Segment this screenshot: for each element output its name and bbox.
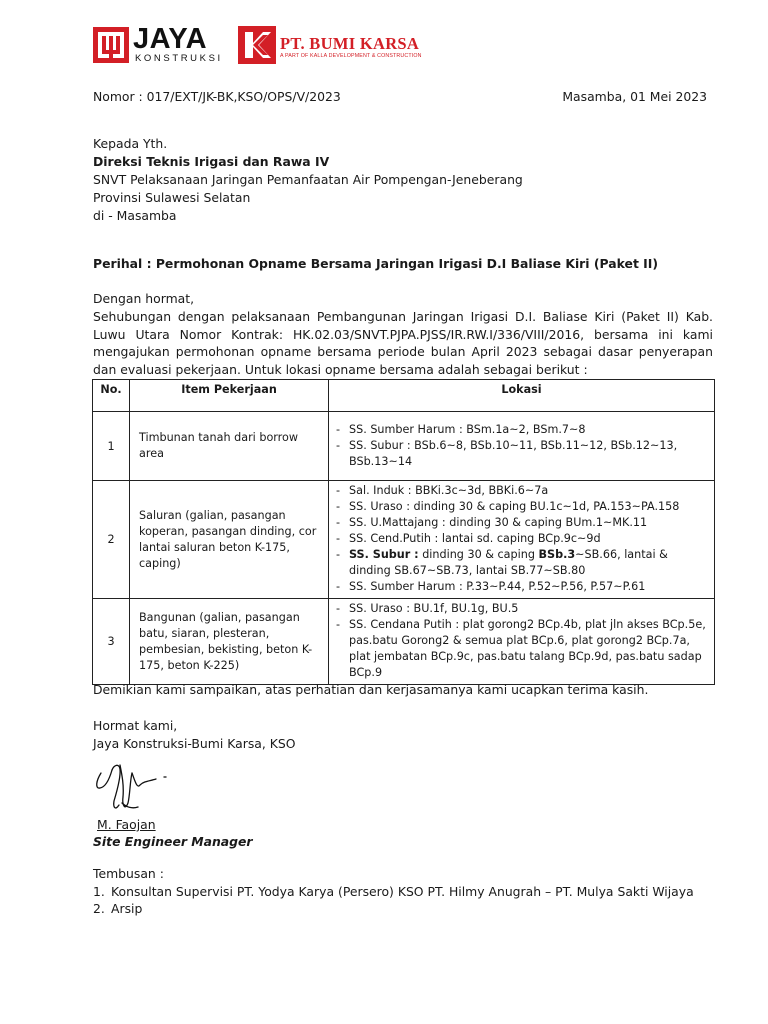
recipient-location: di - Masamba (93, 208, 177, 223)
recipient-unit: SNVT Pelaksanaan Jaringan Pemanfaatan Air Pompengan-Jeneberang (93, 172, 523, 187)
row-lokasi (329, 599, 715, 685)
row-item-text: Saluran (galian, pasangan koperan, pasangan dinding, cor lantai saluran beton K-175, caping) (139, 508, 317, 570)
lokasi-subur-code: BSb.3 (538, 548, 576, 561)
letter-number: Nomor : 017/EXT/JK-BK,KSO/OPS/V/2023 (93, 89, 341, 104)
signer-title: Site Engineer Manager (93, 834, 253, 849)
list-item (93, 883, 694, 900)
list-item (93, 900, 694, 917)
lokasi-item: - SS. Uraso : BU.1f, BU.1g, BU.5 (331, 601, 710, 617)
handwritten-signature-icon (92, 755, 172, 817)
lokasi-item-subur (331, 547, 710, 579)
cc-number: 2. (93, 901, 105, 916)
jaya-logo-wordmark: JAYA (133, 23, 208, 55)
table-row (93, 599, 715, 685)
letter-intro-paragraph: Sehubungan dengan pelaksanaan Pembangunan Jaringan Irigasi D.I. Baliase Kiri (Paket II) Kab. Luwu Utara Nomor Kontrak: HK.02.03/SNVT.PJPA.PJSS/IR.RW.I/336/VIII/2016, bersama ini kami mengajukan permohonan opname bersama periode bulan April 2023 sebagai dasar penyerapan dan evaluasi pekerjaan. Untuk lokasi opname bersama adalah sebagai berikut : (93, 309, 713, 377)
lokasi-subur-text-b: ~SB.66, lantai & dinding SB.67~SB.73, lantai SB.77~SB.80 (349, 548, 668, 577)
lokasi-item: - SS. Cendana Putih : plat gorong2 BCp.4b, plat jln akses BCp.5e, pas.batu Gorong2 & semua plat BCp.6, plat gorong2 BCp.7a, plat jembatan BCp.9c, pas.batu talang BCp.9d, pas.batu sadap BCp.9 (331, 617, 710, 681)
signoff-regards: Hormat kami, (93, 718, 178, 733)
table-header-no: No. (93, 380, 130, 412)
lokasi-item: - SS. Cend.Putih : lantai sd. caping BCp.9c~9d (331, 531, 710, 547)
letter-subject: Perihal : Permohonan Opname Bersama Jaringan Irigasi D.I Baliase Kiri (Paket II) (93, 256, 659, 271)
signer-name: M. Faojan (97, 817, 156, 832)
cc-text: Konsultan Supervisi PT. Yodya Karya (Persero) KSO PT. Hilmy Anugrah – PT. Mulya Sakti Wijaya (111, 884, 694, 899)
jaya-logo-subtitle: KONSTRUKSI (135, 53, 223, 64)
row-number: 1 (93, 412, 130, 481)
lokasi-item: - SS. Sumber Harum : P.33~P.44, P.52~P.56, P.57~P.61 (331, 579, 710, 595)
recipient-name: Direksi Teknis Irigasi dan Rawa IV (93, 154, 330, 169)
lokasi-subur-name: SS. Subur : (349, 548, 419, 561)
row-item (130, 412, 329, 481)
table-header-lokasi: Lokasi (329, 380, 715, 412)
row-item-text: Timbunan tanah dari borrow area (139, 431, 299, 460)
row-lokasi (329, 412, 715, 481)
lokasi-item: - SS. Subur : BSb.6~8, BSb.10~11, BSb.11~12, BSb.12~13, BSb.13~14 (331, 438, 710, 470)
signoff-company: Jaya Konstruksi-Bumi Karsa, KSO (93, 736, 296, 751)
row-number: 2 (93, 481, 130, 599)
letter-greeting: Dengan hormat, (93, 291, 195, 306)
row-lokasi (329, 481, 715, 599)
row-number: 3 (93, 599, 130, 685)
bumi-karsa-logo-icon (238, 26, 276, 64)
lokasi-item: - SS. U.Mattajang : dinding 30 & caping BUm.1~MK.11 (331, 515, 710, 531)
opname-location-table (92, 379, 715, 685)
row-item (130, 599, 329, 685)
table-row (93, 412, 715, 481)
letter-closing: Demikian kami sampaikan, atas perhatian dan kerjasamanya kami ucapkan terima kasih. (93, 682, 649, 697)
letter-place-date: Masamba, 01 Mei 2023 (562, 89, 707, 104)
jaya-konstruksi-logo-icon (93, 27, 129, 63)
table-header-item: Item Pekerjaan (130, 380, 329, 412)
lokasi-item: - SS. Sumber Harum : BSm.1a~2, BSm.7~8 (331, 422, 710, 438)
bumi-karsa-wordmark: PT. BUMI KARSA (280, 34, 420, 53)
row-item-text: Bangunan (galian, pasangan batu, siaran, plesteran, pembesian, bekisting, beton K-175, beton K-225) (139, 610, 313, 672)
cc-label: Tembusan : (93, 866, 164, 881)
cc-number: 1. (93, 884, 105, 899)
cc-list (93, 883, 694, 917)
row-item (130, 481, 329, 599)
recipient-province: Provinsi Sulawesi Selatan (93, 190, 251, 205)
lokasi-subur-text-a: dinding 30 & caping (418, 548, 539, 561)
recipient-salutation: Kepada Yth. (93, 136, 168, 151)
lokasi-item: - SS. Uraso : dinding 30 & caping BU.1c~1d, PA.153~PA.158 (331, 499, 710, 515)
table-row (93, 481, 715, 599)
lokasi-item: - Sal. Induk : BBKi.3c~3d, BBKi.6~7a (331, 483, 710, 499)
table-header-row (93, 380, 715, 412)
cc-text: Arsip (111, 901, 143, 916)
bumi-karsa-tagline: A PART OF KALLA DEVELOPMENT & CONSTRUCTION (280, 53, 422, 59)
